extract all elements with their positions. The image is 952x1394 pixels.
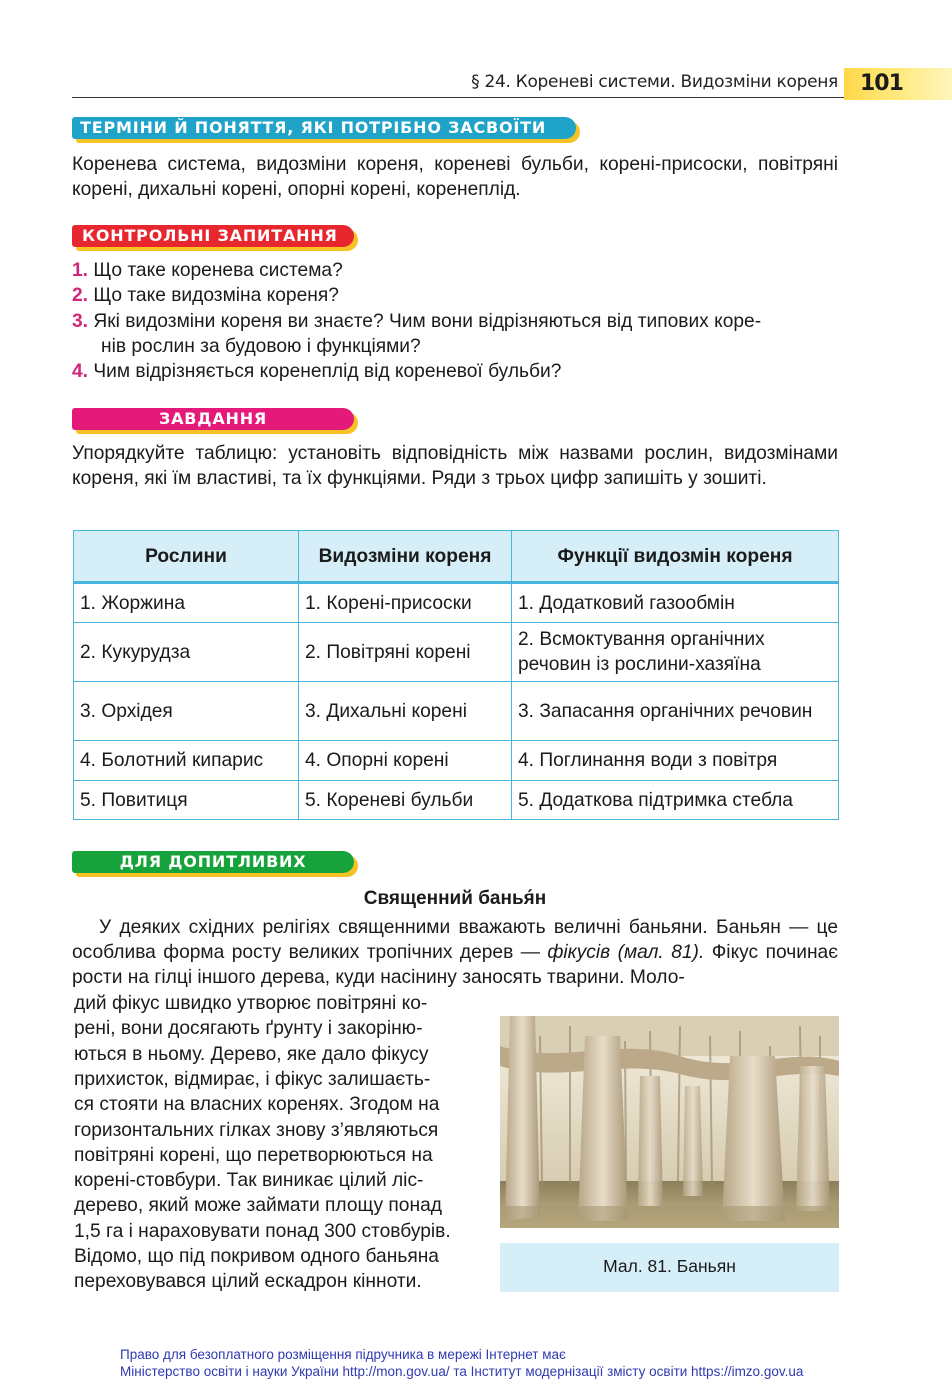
paragraph-line: 1,5 га і нараховувати понад 300 стовбурів.	[74, 1220, 451, 1242]
paragraph-line: дий фікус швидко утворює повітряні ко-	[74, 993, 428, 1014]
paragraph-line: переховувався цілий ескадрон кінноти.	[74, 1271, 422, 1293]
question-text: Чим відрізняється коренеплід від кореневої бульби?	[93, 361, 562, 382]
table-cell: 3. Запасання органічних речовин	[512, 682, 839, 741]
question-2	[72, 283, 838, 308]
table-cell: 2. Повітряні корені	[299, 623, 512, 682]
question-4	[72, 359, 838, 384]
table-header-modifications: Видозміни кореня	[299, 531, 512, 583]
footer-line-1: Право для безоплатного розміщення підручника в мережі Інтернет має	[120, 1347, 566, 1362]
footer-line-2: Міністерство освіти і науки України http://mon.gov.ua/ та Інститут модернізації змісту освіти https://imzo.gov.ua	[120, 1364, 804, 1379]
table-cell: 1. Корені-присоски	[299, 583, 512, 623]
paragraph-line: рені, вони досягають ґрунту і закоріню-	[74, 1018, 423, 1040]
table-cell: 2. Кукурудза	[74, 623, 299, 682]
banyan-photo	[500, 1016, 839, 1228]
paragraph-line: Відомо, що під покривом одного баньяна	[74, 1246, 439, 1267]
paragraph-italic: фікусів (мал. 81).	[547, 942, 705, 963]
table-header-functions: Функції видозмін кореня	[512, 531, 839, 583]
paragraph-text: У деяких східних релігіях священними вважають величні баньяни. Баньян — це особлива форма росту великих тропічних дерев —	[72, 917, 838, 963]
paragraph-line: прихисток, відмирає, і фікус залишаєть-	[74, 1068, 431, 1090]
question-1	[72, 258, 838, 283]
question-number: 1.	[72, 260, 89, 281]
table-cell: 1. Додатковий газообмін	[512, 583, 839, 623]
paragraph-line: горизонтальних гілках знову з’являються	[74, 1119, 439, 1141]
question-text: Що таке коренева система?	[93, 260, 343, 281]
figure-caption-box	[500, 1243, 839, 1292]
table-cell: 1. Жоржина	[74, 583, 299, 623]
table-row	[74, 781, 839, 820]
table-header-row	[74, 531, 839, 583]
table-cell: 4. Поглинання води з повітря	[512, 741, 839, 781]
paragraph-line: корені-стовбури. Так виникає цілий ліс-	[74, 1170, 424, 1192]
question-number: 2.	[72, 285, 89, 306]
banyan-illustration	[500, 1016, 839, 1228]
table-row	[74, 583, 839, 623]
table-header-plants: Рослини	[74, 531, 299, 583]
task-heading: ЗАВДАННЯ	[72, 408, 354, 430]
table-cell: 5. Кореневі бульби	[299, 781, 512, 820]
table-cell: 4. Болотний кипарис	[74, 741, 299, 781]
table-cell: 4. Опорні корені	[299, 741, 512, 781]
page-number: 101	[860, 71, 903, 96]
table-cell: 5. Додаткова підтримка стебла	[512, 781, 839, 820]
question-number: 4.	[72, 361, 89, 382]
paragraph-line: повітряні корені, що перетворюються на	[74, 1144, 433, 1166]
question-3	[72, 309, 838, 334]
task-text: Упорядкуйте таблицю: установіть відповідність між назвами рослин, видозмінами кореня, які їм властиві, та їх функціями. Ряди з трьох цифр запишіть у зошиті.	[72, 443, 838, 489]
questions-heading: КОНТРОЛЬНІ ЗАПИТАННЯ	[72, 225, 354, 247]
terms-heading: ТЕРМІНИ Й ПОНЯТТЯ, ЯКІ ПОТРІБНО ЗАСВОЇТИ	[72, 117, 576, 139]
paragraph-line: дерево, який може займати площу понад	[74, 1195, 442, 1217]
paragraph-line: ся стояти на власних коренях. Згодом на	[74, 1094, 440, 1116]
curious-title: Священний банья́н	[363, 888, 547, 909]
table-cell: 3. Орхідея	[74, 682, 299, 741]
matching-table	[73, 530, 839, 820]
curious-paragraph	[72, 915, 838, 990]
paragraph-text: Фікус починає рости на гілці іншого дерева, куди насінину заносять тварини. Моло-	[72, 942, 839, 988]
question-number: 3.	[72, 311, 89, 332]
table-cell: 5. Повитиця	[74, 781, 299, 820]
question-text: Що таке видозміна кореня?	[93, 285, 339, 306]
paragraph-line: ються в ньому. Дерево, яке дало фікусу	[74, 1043, 429, 1065]
table-row	[74, 623, 839, 682]
question-3-continued: нів рослин за будовою і функціями?	[101, 336, 421, 357]
table-row	[74, 741, 839, 781]
question-text: Які видозміни кореня ви знаєте? Чим вони відрізняються від типових коре-	[93, 311, 762, 332]
running-header: § 24. Кореневі системи. Видозміни кореня	[471, 72, 838, 92]
terms-text: Коренева система, видозміни кореня, кореневі бульби, корені-присоски, повітряні корені, дихальні корені, опорні корені, коренеплід.	[72, 154, 838, 200]
header-divider	[72, 97, 844, 98]
figure-caption: Мал. 81. Баньян	[603, 1256, 736, 1276]
curious-heading: ДЛЯ ДОПИТЛИВИХ	[72, 851, 354, 873]
table-cell: 2. Всмоктування органічних речовин із рослини-хазяїна	[512, 623, 839, 682]
table-cell: 3. Дихальні корені	[299, 682, 512, 741]
table-row	[74, 682, 839, 741]
